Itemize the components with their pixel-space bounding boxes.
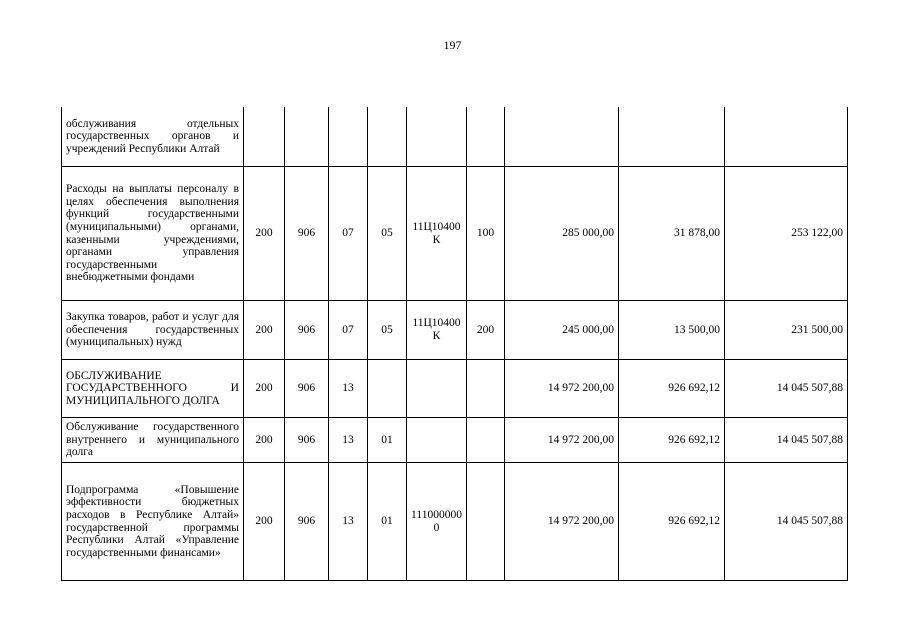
code-target-article: 11Ц10400К — [407, 301, 467, 360]
amount-executed: 926 692,12 — [619, 360, 725, 418]
code-section: 13 — [329, 360, 368, 418]
code-expense-type — [467, 107, 505, 167]
code-subsection: 05 — [368, 167, 407, 301]
amount-executed: 31 878,00 — [619, 167, 725, 301]
code-section: 07 — [329, 167, 368, 301]
code-admin: 200 — [244, 463, 285, 581]
amount-remaining: 253 122,00 — [725, 167, 848, 301]
table-row — [62, 301, 848, 360]
code-ministry: 906 — [285, 360, 329, 418]
amount-planned: 14 972 200,00 — [505, 360, 619, 418]
amount-planned: 14 972 200,00 — [505, 418, 619, 463]
code-target-article — [407, 107, 467, 167]
code-admin: 200 — [244, 360, 285, 418]
amount-planned — [505, 107, 619, 167]
code-subsection — [368, 360, 407, 418]
code-expense-type: 100 — [467, 167, 505, 301]
code-section: 07 — [329, 301, 368, 360]
code-ministry: 906 — [285, 463, 329, 581]
amount-executed: 926 692,12 — [619, 463, 725, 581]
code-target-article: 11Ц10400К — [407, 167, 467, 301]
code-admin: 200 — [244, 418, 285, 463]
code-section — [329, 107, 368, 167]
table-row — [62, 107, 848, 167]
amount-planned: 245 000,00 — [505, 301, 619, 360]
code-target-article — [407, 360, 467, 418]
code-expense-type: 200 — [467, 301, 505, 360]
budget-item-name: Закупка товаров, работ и услуг для обеспечения государственных (муниципальных) нужд — [62, 301, 244, 360]
code-expense-type — [467, 463, 505, 581]
table-row — [62, 360, 848, 418]
code-ministry — [285, 107, 329, 167]
code-section: 13 — [329, 418, 368, 463]
amount-planned: 14 972 200,00 — [505, 463, 619, 581]
code-target-article: 1110000000 — [407, 463, 467, 581]
code-ministry: 906 — [285, 301, 329, 360]
amount-remaining: 14 045 507,88 — [725, 360, 848, 418]
amount-planned: 285 000,00 — [505, 167, 619, 301]
code-subsection: 01 — [368, 418, 407, 463]
budget-table — [61, 107, 848, 581]
code-expense-type — [467, 360, 505, 418]
code-admin: 200 — [244, 167, 285, 301]
code-expense-type — [467, 418, 505, 463]
table-row — [62, 167, 848, 301]
amount-executed: 926 692,12 — [619, 418, 725, 463]
code-subsection: 05 — [368, 301, 407, 360]
amount-remaining: 231 500,00 — [725, 301, 848, 360]
code-subsection: 01 — [368, 463, 407, 581]
table-row — [62, 463, 848, 581]
code-ministry: 906 — [285, 418, 329, 463]
amount-remaining — [725, 107, 848, 167]
amount-executed — [619, 107, 725, 167]
code-section: 13 — [329, 463, 368, 581]
budget-item-name: обслуживания отдельных государственных органов и учреждений Республики Алтай — [62, 107, 244, 167]
budget-item-name: Обслуживание государственного внутреннего и муниципального долга — [62, 418, 244, 463]
budget-item-name: ОБСЛУЖИВАНИЕ ГОСУДАРСТВЕННОГО И МУНИЦИПАЛЬНОГО ДОЛГА — [62, 360, 244, 418]
code-admin: 200 — [244, 301, 285, 360]
code-target-article — [407, 418, 467, 463]
table-row — [62, 418, 848, 463]
code-admin — [244, 107, 285, 167]
code-subsection — [368, 107, 407, 167]
amount-executed: 13 500,00 — [619, 301, 725, 360]
page-number: 197 — [443, 38, 462, 52]
amount-remaining: 14 045 507,88 — [725, 418, 848, 463]
code-ministry: 906 — [285, 167, 329, 301]
budget-item-name: Подпрограмма «Повышение эффективности бюджетных расходов в Республике Алтай» государственной программы Республики Алтай «Управление государственными финансами» — [62, 463, 244, 581]
amount-remaining: 14 045 507,88 — [725, 463, 848, 581]
budget-item-name: Расходы на выплаты персоналу в целях обеспечения выполнения функций государственными (муниципальными) органами, казенными учреждениями, органами управления государственными внебюджетными фондами — [62, 167, 244, 301]
